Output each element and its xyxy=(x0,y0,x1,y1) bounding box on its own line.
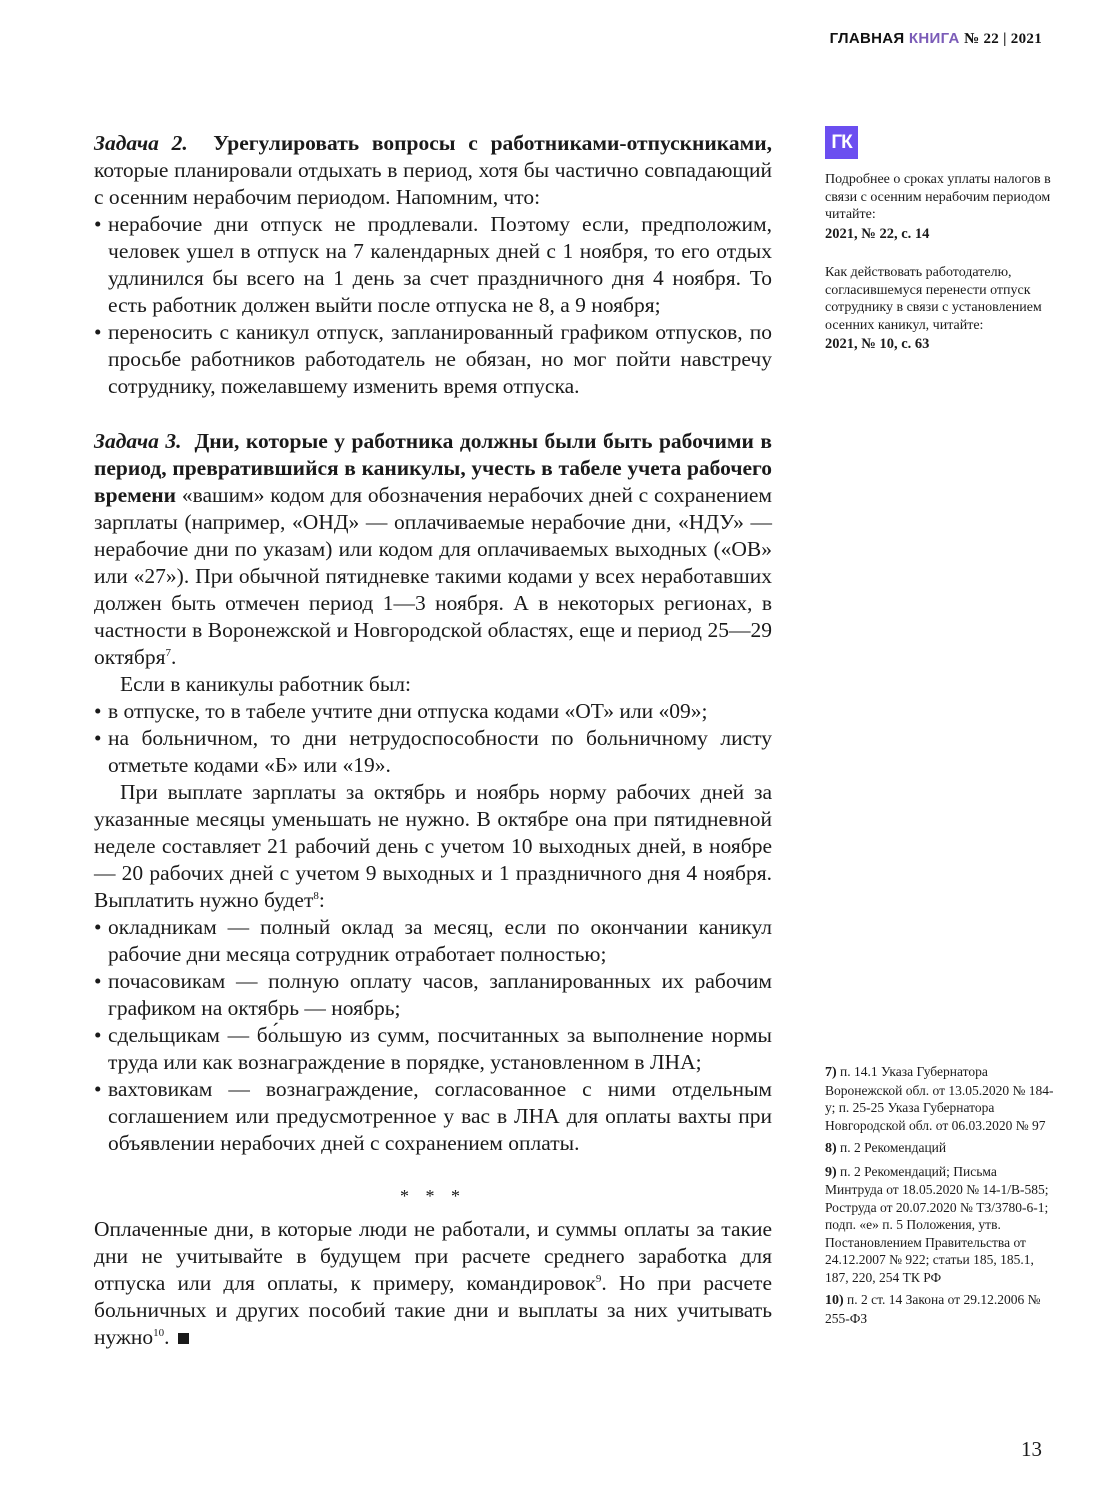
list-item: • почасовикам — полную оплату часов, запланированных их рабочим графиком на октябрь — ноябрь; xyxy=(94,968,772,1022)
footnote-ref-9[interactable]: 9 xyxy=(595,1272,602,1285)
gk-logo-icon: ГК xyxy=(825,126,858,159)
section-separator: * * * xyxy=(400,1186,466,1206)
list-item: • переносить с каникул отпуск, запланированный графиком отпусков, по просьбе работников работодатель не обязан, но мог пойти навстречу сотруднику, пожелавшему изменить время отпуска. xyxy=(94,319,772,400)
conclusion-paragraph: Оплаченные дни, в которые люди не работали, и суммы оплаты за такие дни не учитывайте в будущем при расчете среднего заработка для отпуска или для оплаты, к примеру, командировок$^9$. Но при расчете больничных и других пособий такие дни и выплаты за них учитывать нужно$^{10}$. xyxy=(94,1217,772,1349)
footnote-ref-7[interactable]: 7 xyxy=(165,646,171,659)
footnote-ref-8[interactable]: 8 xyxy=(313,889,319,902)
task-2-title: Урегулировать вопросы с работниками-отпускниками, xyxy=(213,131,773,155)
sidebar-note-reference[interactable]: 2021, № 22, с. 14 xyxy=(825,225,930,242)
task-3-intro: «вашим» кодом для обозначения нерабочих дней с сохранением зарплаты (например, «ОНД» — оплачиваемые нерабочие дни, «НДУ» — нерабочие дни по указам) или кодом для оплачиваемых выходных («ОВ» или «27»). При обычной пятидневке такими кодами у всех неработавших должен быть отмечен период 1—3 ноября. А в некоторых регионах, в частности в Воронежской и Новгородской областях, еще и период 25—29 октября xyxy=(94,483,773,669)
footnotes xyxy=(825,1063,1055,1332)
salary-paragraph: При выплате зарплаты за октябрь и ноябрь норму рабочих дней за указанные месяцы уменьшать не нужно. В октябре она при пятидневной неделе составляет 21 рабочий день с учетом 10 выходных дней, в ноябре — 20 рабочих дней с учетом 9 выходных и 1 праздничного дня 4 ноября. Выплатить нужно будет$^8$: xyxy=(94,780,772,912)
footnote-8: 8) п. 2 Рекомендаций xyxy=(825,1140,947,1156)
sidebar-note: Подробнее о сроках уплаты налогов в связи с осенним нерабочим периодом читайте: 2021, № 22, с. 14 xyxy=(825,171,1055,243)
task-3-title: Дни, которые у работника должны были быть рабочими в период, превратившийся в каникулы, учесть в табеле учета рабочего времени xyxy=(94,429,772,507)
task-2-bullet-list xyxy=(94,211,772,400)
footnote-10: 10) п. 2 ст. 14 Закона от 29.12.2006 № 255-ФЗ xyxy=(825,1292,1041,1326)
brand-name-part1: ГЛАВНАЯ xyxy=(829,30,905,47)
sidebar-notes xyxy=(825,126,1055,375)
list-item: • сдельщикам — бо́льшую из сумм, посчитанных за выполнение нормы труда или как вознаграждение в порядке, установленном в ЛНА; xyxy=(94,1022,772,1076)
list-item: • вахтовикам — вознаграждение, согласованное с ними отдельным соглашением или предусмотренное у вас в ЛНА для оплаты вахты при объявлении нерабочих дней с сохранением оплаты. xyxy=(94,1076,772,1157)
task-2-paragraph xyxy=(94,130,772,211)
sidebar-note: Как действовать работодателю, согласившемуся перенести отпуск сотруднику в связи с установлением осенних каникул, читайте: 2021, № 10, с. 63 xyxy=(825,264,1055,354)
page-number: 13 xyxy=(1021,1437,1042,1461)
list-item: • в отпуске, то в табеле учтите дни отпуска кодами «ОТ» или «09»; xyxy=(94,698,772,725)
end-of-article-mark xyxy=(178,1333,189,1344)
running-header xyxy=(830,30,1042,48)
main-article-column xyxy=(94,130,772,1351)
if-vacation-intro: Если в каникулы работник был: xyxy=(120,672,411,696)
task-2-intro: которые планировали отдыхать в период, хотя бы частично совпадающий с осенним нерабочим периодом. Напомним, что: xyxy=(94,158,772,209)
footnote-7: 7) п. 14.1 Указа Губернатора Воронежской обл. от 13.05.2020 № 184-у; п. 25-25 Указа Губернатора Новгородской обл. от 06.03.2020 № 97 xyxy=(825,1064,1054,1133)
brand-name-part2: КНИГА xyxy=(908,30,960,47)
list-item: • на больничном, то дни нетрудоспособности по больничному листу отметьте кодами «Б» или «19». xyxy=(94,725,772,779)
list-item: • окладникам — полный оклад за месяц, если по окончании каникул рабочие дни месяца сотрудник отработает полностью; xyxy=(94,914,772,968)
pay-types-list xyxy=(94,914,772,1157)
footnote-ref-10[interactable]: 10 xyxy=(153,1326,165,1339)
list-item: • нерабочие дни отпуск не продлевали. Поэтому если, предположим, человек ушел в отпуск на 7 календарных дней с 1 ноября, то его отдых удлинился бы всего на 1 день за счет праздничного дня 4 ноября. То есть работник должен выйти после отпуска не 8, а 9 ноября; xyxy=(94,211,772,319)
task-2-label: Задача 2. xyxy=(94,131,188,155)
issue-number: № 22 | 2021 xyxy=(964,31,1042,47)
footnote-9: 9) п. 2 Рекомендаций; Письма Минтруда от 18.05.2020 № 14-1/В-585; Роструда от 20.07.2020 № ТЗ/3780-6-1; подп. «е» п. 5 Положения, утв. Постановлением Правительства от 24.12.2007 № 922; статьи 185, 185.1, 187, 220, 254 ТК РФ xyxy=(825,1163,1049,1285)
task-3-paragraph: Задача 3. Дни, которые у работника должны были быть рабочими в период, превратившийся в каникулы, учесть в табеле учета рабочего времени «вашим» кодом для обозначения нерабочих дней с сохранением зарплаты (например, «ОНД» — оплачиваемые нерабочие дни, «НДУ» — нерабочие дни по указам) или кодом для оплачиваемых выходных («ОВ» или «27»). При обычной пятидневке такими кодами у всех неработавших должен быть отмечен период 1—3 ноября. А в некоторых регионах, в частности в Воронежской и Новгородской областях, еще и период 25—29 октября$^7$. xyxy=(94,429,773,669)
task-3-label: Задача 3. xyxy=(94,429,182,453)
absence-codes-list xyxy=(94,698,772,779)
sidebar-note-reference[interactable]: 2021, № 10, с. 63 xyxy=(825,336,930,352)
